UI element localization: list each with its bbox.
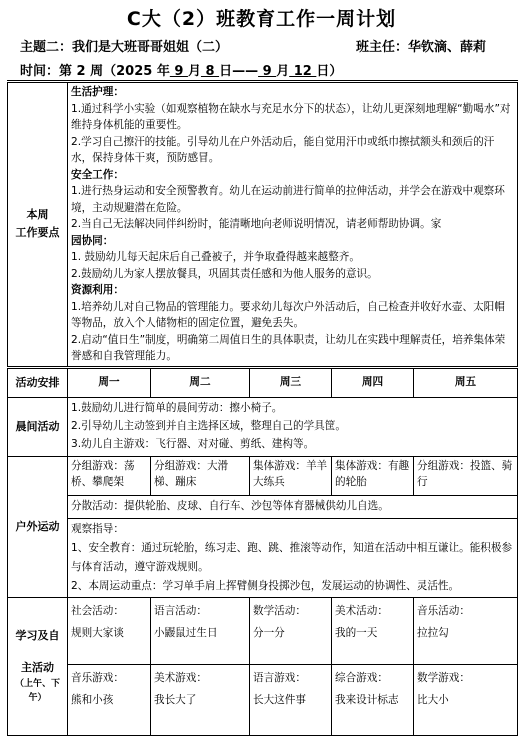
study-mon-1: 社会活动： 规则大家谈 [68,597,151,664]
day-friday: 周五 [414,367,518,397]
weekly-key-label: 本周 工作要点 [8,82,68,368]
day-monday: 周一 [68,367,151,397]
weekly-key-content: 生活护理： 1.通过科学小实验（如观察植物在缺水与充足水分下的状态），让幼儿更深刻地理解“勤喝水”对维持身体机能的重要性。 2.学习自己擦汗的技能。引导幼儿在户外活动后，能自觉用汗巾或纸巾擦拭额头和颈后的汗水，保持身体干爽，预防感冒。 安全工作： 1.进行热身运动和安全预警教育。幼儿在运动前进行简单的拉伸活动，并学会在游戏中观察环境，主动规避潜在危险。 2.当自己无法解决同伴纠纷时，能清晰地向老师说明情况，请老师帮助协调。家 园协同： 1. 鼓励幼儿每天起床后自己叠被子，并争取叠得越来越整齐。 2.鼓励幼儿为家人摆放餐具，巩固其责任感和为他人服务的意识。 资源利用： 1.培养幼儿对自己物品的管理能力。要求幼儿每次户外活动后，自己检查并收好水壶、太阳帽等物品，放入个人储物柜的固定位置，避免丢失。 2.启动“值日生”制度，明确第二周值日生的具体职责，让幼儿在实践中理解责任，培养集体荣誉感和自我管理能力。 [68,82,518,368]
date-end: 日） [316,64,343,79]
outdoor-group-tue: 分组游戏：大滑梯、蹦床 [151,456,250,495]
outdoor-scatter: 分散活动：提供轮胎、皮球、自行车、沙包等体育器械供幼儿自选。 [68,495,518,518]
month-label-2: 月 [276,64,290,79]
weekly-plan-table [7,80,518,736]
study-tue-1: 语言活动： 小鼹鼠过生日 [151,597,250,664]
time-label: 时间： [20,64,60,79]
theme-line [20,36,228,55]
outdoor-group-mon: 分组游戏：荡桥、攀爬架 [68,456,151,495]
weekly-key-row [8,82,518,368]
teacher-label: 班主任： [356,40,409,55]
outdoor-group-thu: 集体游戏：有趣的轮胎 [332,456,414,495]
outdoor-label: 户外运动 [8,456,68,597]
study-fri-2: 数学游戏： 比大小 [414,664,518,735]
study-thu-2: 综合游戏： 我来设计标志 [332,664,414,735]
date-sep: 日—— [219,64,259,79]
study-tue-2: 美术游戏： 我长大了 [151,664,250,735]
study-label: 学习及自 主活动 （上午、下午） [8,597,68,735]
outdoor-group-fri: 分组游戏：投篮、骑行 [414,456,518,495]
day-thursday: 周四 [332,367,414,397]
time-line [20,60,342,79]
study-mon-2: 音乐游戏： 熊和小孩 [68,664,151,735]
teacher-names: 华钦滴、薛莉 [408,40,487,55]
outdoor-group-row [8,456,518,495]
teacher-line [356,36,486,55]
schedule-header-row [8,367,518,397]
theme-name: 我们是大班哥哥姐姐（二） [72,40,229,55]
start-day: 8 [200,64,220,79]
page-title: C大（2）班教育工作一周计划 [126,8,397,30]
outdoor-group-wed: 集体游戏：羊羊大练兵 [250,456,332,495]
study-row-2 [8,664,518,735]
study-fri-1: 音乐活动： 拉拉勾 [414,597,518,664]
month-label: 月 [187,64,201,79]
start-month: 9 [169,64,188,79]
morning-content: 1.鼓励幼儿进行简单的晨间劳动：擦小椅子。 2.引导幼儿主动签到并自主选择区域，整理自己的学具筐。 3.幼儿自主游戏：飞行器、对对碰、剪纸、建构等。 [68,397,518,456]
schedule-label: 活动安排 [8,367,68,397]
study-row-1 [8,597,518,664]
morning-row [8,397,518,456]
outdoor-guide: 观察指导： 1、安全教育：通过玩轮胎，练习走、跑、跳、推滚等动作，知道在活动中相互谦让。能积极参与体育活动，遵守游戏规则。 2、本周运动重点：学习单手肩上挥臂侧身投掷沙包，发展运动的协调性、灵活性。 [68,518,518,597]
study-wed-2: 语言游戏： 长大这件事 [250,664,332,735]
day-wednesday: 周三 [250,367,332,397]
morning-label: 晨间活动 [8,397,68,456]
theme-label: 主题二： [20,40,73,55]
week-text: 第 2 周（2025 年 [59,64,170,79]
outdoor-scatter-row [8,495,518,518]
end-day: 12 [289,64,317,79]
study-thu-1: 美术活动： 我的一天 [332,597,414,664]
end-month: 9 [258,64,277,79]
study-wed-1: 数学活动： 分一分 [250,597,332,664]
day-tuesday: 周二 [151,367,250,397]
outdoor-guide-row [8,518,518,597]
